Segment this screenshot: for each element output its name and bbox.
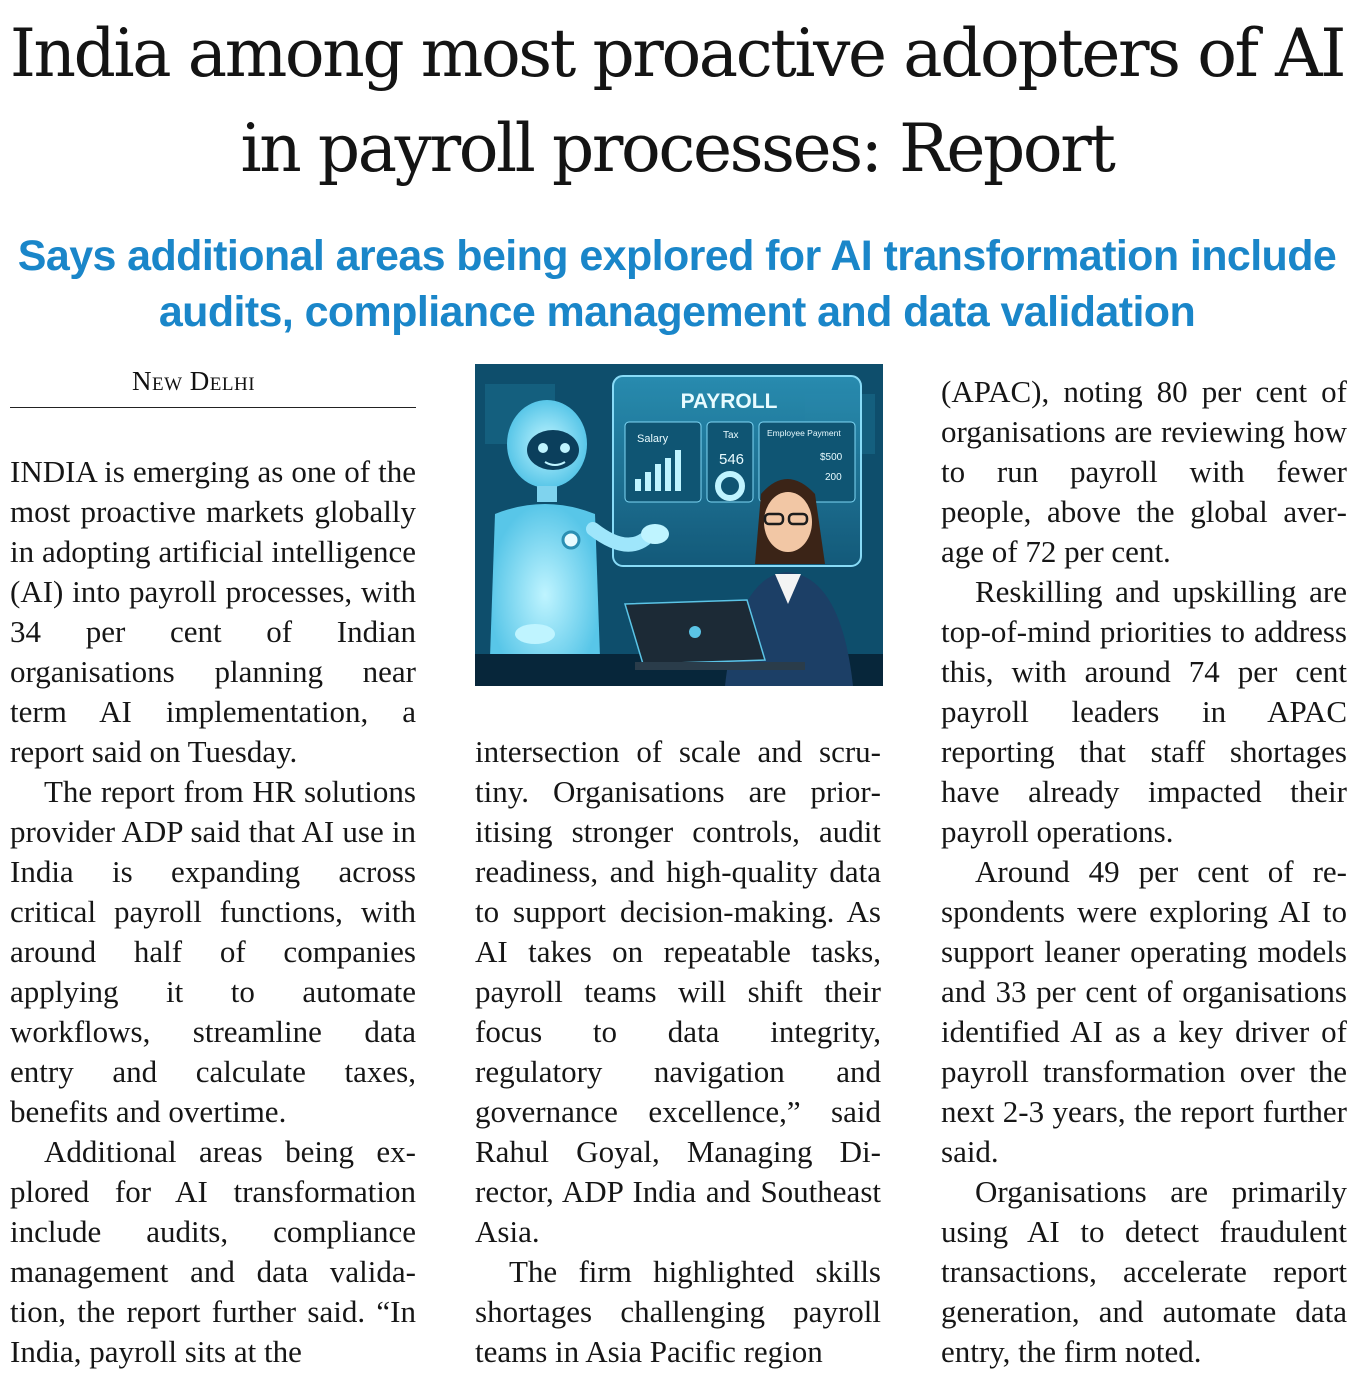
payment-value-1: $500 xyxy=(820,452,843,463)
employee-payment-label: Employee Payment xyxy=(767,428,841,438)
salary-label: Salary xyxy=(637,433,669,445)
tax-value: 546 xyxy=(719,451,745,468)
dateline-rule xyxy=(10,407,416,408)
robot-and-woman-illustration xyxy=(475,364,883,686)
screen-title: PAYROLL xyxy=(680,390,778,413)
paragraph: Additional areas being explored for AI transformation include audits, compliance management and data validation, the report further said. “In India, payroll sits at the xyxy=(10,1134,416,1369)
paragraph: The firm highlighted skills shortages challenging payroll teams in Asia Pacific region xyxy=(475,1254,881,1369)
paragraph: intersection of scale and scrutiny. Organisations are prioritising stronger controls, audit readiness, and high-quality data to support decision-making. As AI takes on repeatable tasks, payroll teams will shift their focus to data integrity, regulatory navigation and governance excellence,” said Rahul Goyal, Managing Director, ADP India and Southeast Asia. xyxy=(475,734,881,1249)
payment-value-2: 200 xyxy=(825,472,842,483)
subheadline: Says additional areas being explored for AI transformation include audits, compliance management and data validation xyxy=(17,232,1337,336)
article-column-1 xyxy=(10,452,416,1372)
article-column-3 xyxy=(941,372,1347,1372)
paragraph: The report from HR solutions provider ADP said that AI use in India is expanding across critical payroll functions, with around half of companies applying it to automate workflows, streamline data entry and calculate taxes, benefits and overtime. xyxy=(10,774,416,1129)
paragraph: INDIA is emerging as one of the most proactive markets globally in adopting artificial intelligence (AI) into payroll processes, with 34 per cent of Indian organisations planning near term AI implementation, a report said on Tuesday. xyxy=(10,454,416,769)
dateline: New Delhi xyxy=(132,366,256,396)
paragraph: Around 49 per cent of respondents were exploring AI to support leaner operating models and 33 per cent of organisations identified AI as a key driver of payroll transformation over the next 2-3 years, the report further said. xyxy=(941,854,1347,1169)
article-photo xyxy=(475,364,883,686)
tax-label: Tax xyxy=(723,430,739,441)
article-column-2 xyxy=(475,732,881,1372)
headline: India among most proactive adopters of AI in payroll processes: Report xyxy=(9,15,1345,187)
paragraph: Organisations are primarily using AI to detect fraudulent transactions, accelerate report generation, and automate data entry, the firm noted. xyxy=(941,1174,1347,1369)
paragraph: Reskilling and upskilling are top-of-mind priorities to address this, with around 74 per cent payroll leaders in APAC reporting that staff shortages have already impacted their payroll operations. xyxy=(941,574,1347,849)
paragraph: (APAC), noting 80 per cent of organisations are reviewing how to run payroll with fewer people, above the global average of 72 per cent. xyxy=(941,374,1347,569)
